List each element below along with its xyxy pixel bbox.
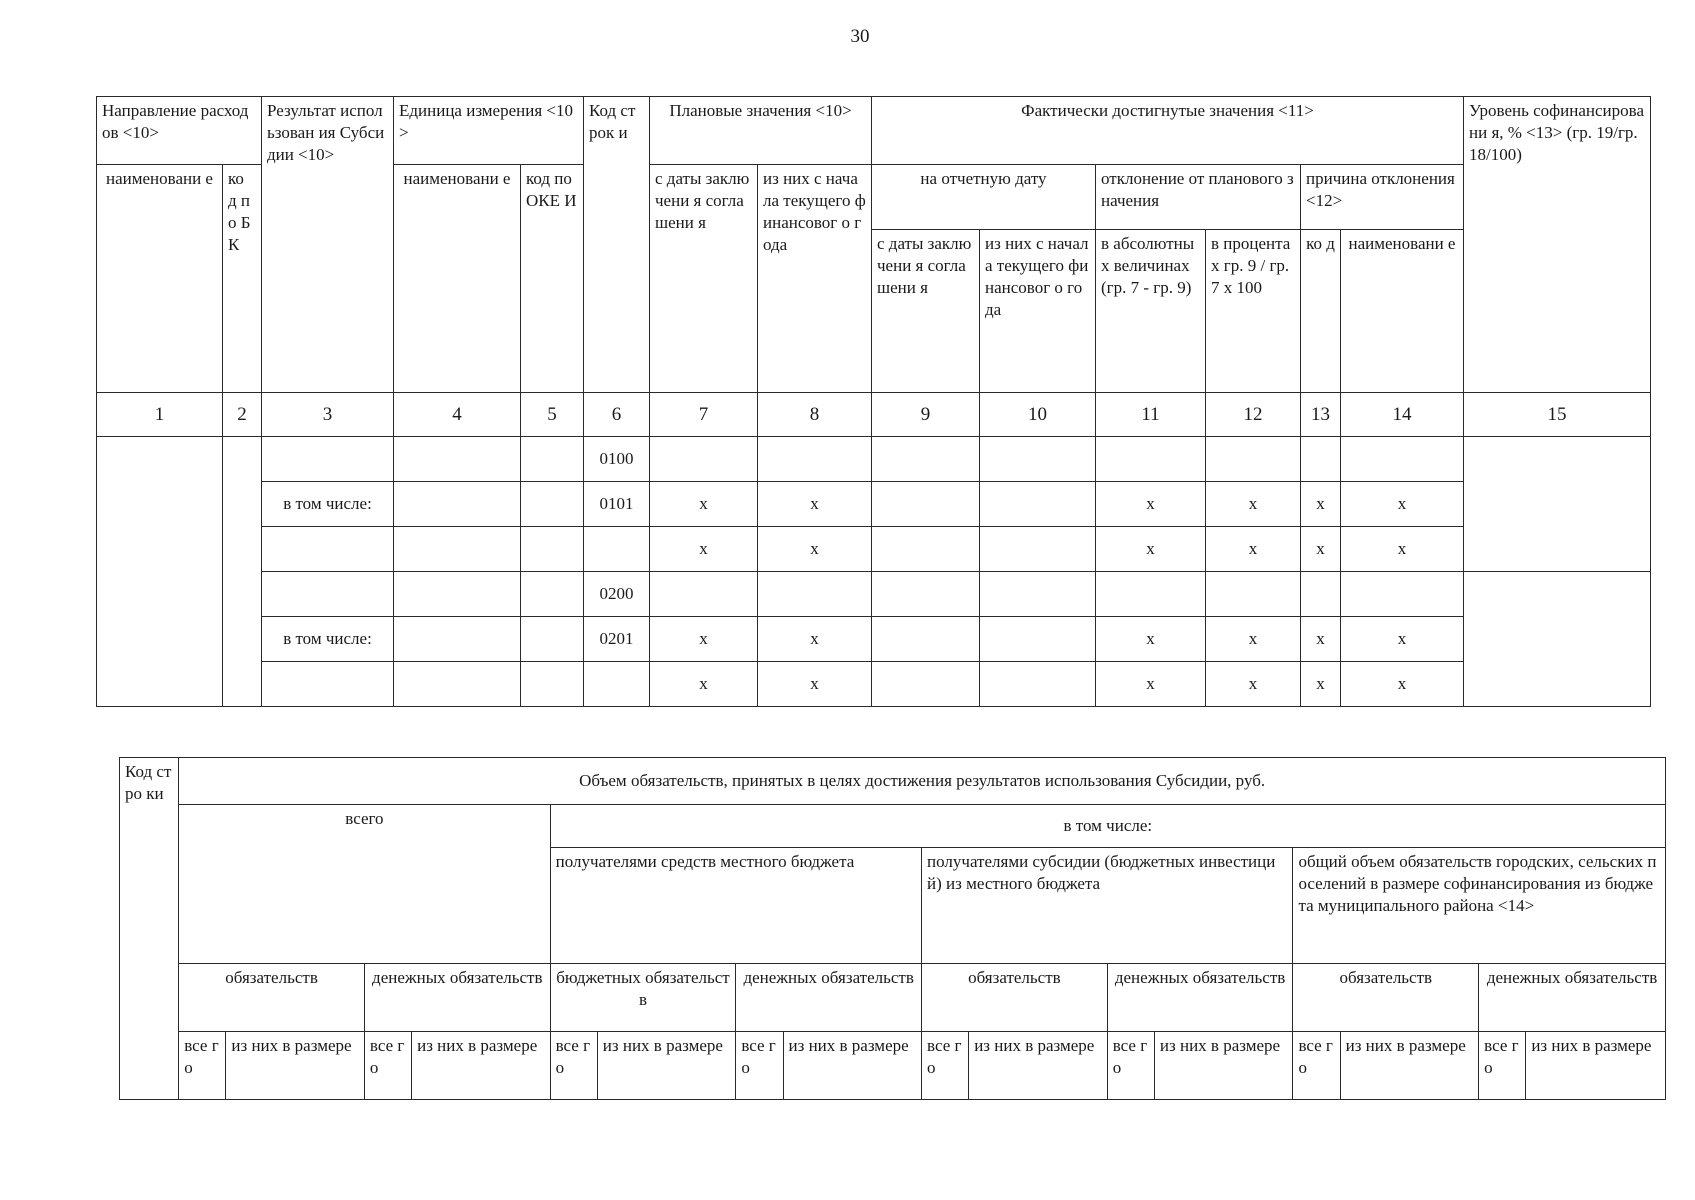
header-all: все го xyxy=(736,1032,783,1100)
header-line-code: Код стро ки xyxy=(120,758,179,1100)
header-monetary-obligations: денежных обязательств xyxy=(1107,964,1293,1032)
value-cell xyxy=(872,572,980,617)
result-cell xyxy=(262,572,394,617)
line-code-cell xyxy=(584,662,650,707)
header-dev-percent: в процента х гр. 9 / гр. 7 х 100 xyxy=(1206,230,1301,393)
value-cell: x xyxy=(1341,662,1464,707)
header-all: все го xyxy=(179,1032,226,1100)
column-number: 4 xyxy=(394,393,521,437)
header-of-which: из них в размере xyxy=(226,1032,365,1100)
value-cell: x xyxy=(1096,617,1206,662)
header-planned: Плановые значения <10> xyxy=(650,97,872,165)
header-line-code: Код строк и xyxy=(584,97,650,393)
header-all: все го xyxy=(1479,1032,1526,1100)
result-cell: в том числе: xyxy=(262,617,394,662)
results-table xyxy=(96,96,1651,707)
value-cell: x xyxy=(1206,527,1301,572)
header-okei: код по ОКЕ И xyxy=(521,165,584,393)
table-row xyxy=(97,527,1651,572)
unit-name-cell xyxy=(394,437,521,482)
okei-cell xyxy=(521,662,584,707)
header-all: все го xyxy=(1107,1032,1154,1100)
header-at-report-date: на отчетную дату xyxy=(872,165,1096,230)
value-cell xyxy=(980,527,1096,572)
table-row xyxy=(97,437,1651,482)
header-result: Результат использован ия Субсидии <10> xyxy=(262,97,394,393)
value-cell: x xyxy=(650,527,758,572)
okei-cell xyxy=(521,482,584,527)
value-cell: x xyxy=(1341,617,1464,662)
okei-cell xyxy=(521,527,584,572)
result-cell xyxy=(262,437,394,482)
value-cell xyxy=(872,617,980,662)
header-unit-name: наименовани е xyxy=(394,165,521,393)
cofinance-cell xyxy=(1464,437,1651,572)
direction-name-cell xyxy=(97,437,223,707)
value-cell xyxy=(1206,437,1301,482)
header-of-which: из них в размере xyxy=(1154,1032,1293,1100)
column-number: 10 xyxy=(980,393,1096,437)
value-cell xyxy=(980,482,1096,527)
value-cell: x xyxy=(1096,527,1206,572)
value-cell: x xyxy=(1301,527,1341,572)
value-cell xyxy=(980,572,1096,617)
header-monetary-obligations: денежных обязательств xyxy=(736,964,922,1032)
column-number: 3 xyxy=(262,393,394,437)
value-cell: x xyxy=(758,617,872,662)
unit-name-cell xyxy=(394,482,521,527)
table-row xyxy=(97,482,1651,527)
header-actual-since-year: из них с начала текущего финансовог о года xyxy=(980,230,1096,393)
header-reason: причина отклонения <12> xyxy=(1301,165,1464,230)
header-direction-name: наименовани е xyxy=(97,165,223,393)
value-cell xyxy=(872,662,980,707)
header-actual-since-agreement: с даты заключени я соглашени я xyxy=(872,230,980,393)
column-number: 2 xyxy=(223,393,262,437)
unit-name-cell xyxy=(394,617,521,662)
value-cell: x xyxy=(1301,482,1341,527)
value-cell xyxy=(650,437,758,482)
header-dev-absolute: в абсолютны х величинах (гр. 7 - гр. 9) xyxy=(1096,230,1206,393)
column-number: 11 xyxy=(1096,393,1206,437)
unit-name-cell xyxy=(394,527,521,572)
column-number: 14 xyxy=(1341,393,1464,437)
column-number: 12 xyxy=(1206,393,1301,437)
obligations-table xyxy=(119,757,1666,1100)
value-cell xyxy=(1301,572,1341,617)
value-cell: x xyxy=(1206,617,1301,662)
table-row xyxy=(97,572,1651,617)
header-actual: Фактически достигнутые значения <11> xyxy=(872,97,1464,165)
value-cell: x xyxy=(1341,482,1464,527)
header-cofinance: Уровень софинансировани я, % <13> (гр. 19/гр. 18/100) xyxy=(1464,97,1651,393)
value-cell: x xyxy=(1301,617,1341,662)
result-cell xyxy=(262,527,394,572)
value-cell xyxy=(1096,437,1206,482)
header-monetary-obligations: денежных обязательств xyxy=(1479,964,1666,1032)
header-of-which: из них в размере xyxy=(969,1032,1108,1100)
cofinance-cell xyxy=(1464,572,1651,707)
value-cell: x xyxy=(1341,527,1464,572)
value-cell: x xyxy=(650,482,758,527)
header-of-which: из них в размере xyxy=(597,1032,736,1100)
value-cell: x xyxy=(758,482,872,527)
header-all: все го xyxy=(1293,1032,1340,1100)
result-cell: в том числе: xyxy=(262,482,394,527)
line-code-cell xyxy=(584,527,650,572)
value-cell xyxy=(980,662,1096,707)
header-of-which: из них в размере xyxy=(1526,1032,1666,1100)
value-cell: x xyxy=(758,527,872,572)
value-cell xyxy=(650,572,758,617)
header-reason-name: наименовани е xyxy=(1341,230,1464,393)
column-number: 1 xyxy=(97,393,223,437)
value-cell: x xyxy=(1206,662,1301,707)
column-number: 5 xyxy=(521,393,584,437)
header-obligations: обязательств xyxy=(922,964,1108,1032)
header-volume: Объем обязательств, принятых в целях достижения результатов использования Субсидии, руб. xyxy=(179,758,1666,805)
code-bk-cell xyxy=(223,437,262,707)
line-code-cell: 0201 xyxy=(584,617,650,662)
header-deviation: отклонение от планового значения xyxy=(1096,165,1301,230)
header-all: все го xyxy=(364,1032,411,1100)
okei-cell xyxy=(521,437,584,482)
value-cell xyxy=(980,437,1096,482)
header-of-which: из них в размере xyxy=(1340,1032,1479,1100)
header-monetary-obligations: денежных обязательств xyxy=(364,964,550,1032)
header-all: все го xyxy=(922,1032,969,1100)
header-code-bk: ко д по БК xyxy=(223,165,262,393)
header-unit: Единица измерения <10> xyxy=(394,97,584,165)
header-subsidy-recipients: получателями субсидии (бюджетных инвестиций) из местного бюджета xyxy=(922,848,1293,964)
value-cell xyxy=(1341,437,1464,482)
value-cell xyxy=(1096,572,1206,617)
header-budget-obligations: бюджетных обязательств xyxy=(550,964,736,1032)
header-obligations: обязательств xyxy=(1293,964,1479,1032)
column-number: 7 xyxy=(650,393,758,437)
column-number: 13 xyxy=(1301,393,1341,437)
value-cell xyxy=(758,572,872,617)
value-cell xyxy=(1301,437,1341,482)
value-cell xyxy=(872,482,980,527)
value-cell: x xyxy=(650,662,758,707)
value-cell: x xyxy=(758,662,872,707)
header-obligations: обязательств xyxy=(179,964,365,1032)
value-cell: x xyxy=(1301,662,1341,707)
header-reason-code: ко д xyxy=(1301,230,1341,393)
value-cell xyxy=(980,617,1096,662)
header-municipal-total: общий объем обязательств городских, сельских поселений в размере софинансирования из бюджета муниципального района <14> xyxy=(1293,848,1666,964)
okei-cell xyxy=(521,617,584,662)
header-planned-since-year: из них с начала текущего финансовог о года xyxy=(758,165,872,393)
value-cell xyxy=(872,527,980,572)
value-cell: x xyxy=(1096,482,1206,527)
header-including: в том числе: xyxy=(550,805,1665,848)
line-code-cell: 0200 xyxy=(584,572,650,617)
header-direction: Направление расходов <10> xyxy=(97,97,262,165)
okei-cell xyxy=(521,572,584,617)
line-code-cell: 0101 xyxy=(584,482,650,527)
header-all: все го xyxy=(550,1032,597,1100)
value-cell xyxy=(758,437,872,482)
value-cell xyxy=(1206,572,1301,617)
header-local-recipients: получателями средств местного бюджета xyxy=(550,848,921,964)
value-cell: x xyxy=(650,617,758,662)
unit-name-cell xyxy=(394,662,521,707)
header-of-which: из них в размере xyxy=(783,1032,922,1100)
header-of-which: из них в размере xyxy=(412,1032,551,1100)
header-total: всего xyxy=(179,805,550,964)
header-planned-since-agreement: с даты заключени я соглашени я xyxy=(650,165,758,393)
column-number: 9 xyxy=(872,393,980,437)
page-number: 30 xyxy=(850,26,870,47)
value-cell xyxy=(872,437,980,482)
column-number: 15 xyxy=(1464,393,1651,437)
table-row xyxy=(97,617,1651,662)
value-cell: x xyxy=(1096,662,1206,707)
column-number: 8 xyxy=(758,393,872,437)
value-cell: x xyxy=(1206,482,1301,527)
unit-name-cell xyxy=(394,572,521,617)
line-code-cell: 0100 xyxy=(584,437,650,482)
column-number: 6 xyxy=(584,393,650,437)
value-cell xyxy=(1341,572,1464,617)
result-cell xyxy=(262,662,394,707)
table-row xyxy=(97,662,1651,707)
